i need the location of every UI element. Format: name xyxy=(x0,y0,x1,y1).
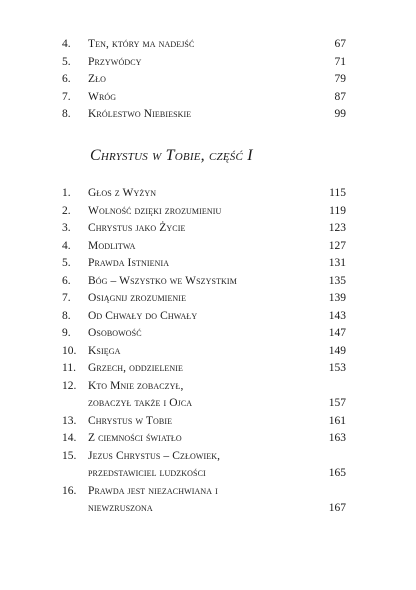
entry-number: 15. xyxy=(62,449,77,462)
toc-entry[interactable] xyxy=(62,54,346,72)
entry-page: 149 xyxy=(328,344,346,357)
toc-entry[interactable] xyxy=(62,89,346,107)
entry-number: 3. xyxy=(62,222,71,234)
entry-page: 153 xyxy=(328,362,346,374)
toc-section-list xyxy=(62,185,346,518)
entry-title: Z ciemności światło xyxy=(88,432,182,444)
toc-entry[interactable] xyxy=(62,238,346,256)
entry-number: 4. xyxy=(62,38,71,50)
entry-title: Głos z Wyżyn xyxy=(88,187,157,199)
entry-title: Od Chwały do Chwały xyxy=(88,309,198,322)
toc-entry[interactable] xyxy=(62,255,346,273)
toc-entry[interactable] xyxy=(62,273,346,291)
entry-number: 5. xyxy=(62,257,71,269)
entry-title: Bóg – Wszystko we Wszystkim xyxy=(88,274,237,287)
entry-number: 8. xyxy=(62,108,71,120)
entry-number: 12. xyxy=(62,379,77,392)
toc-entry[interactable] xyxy=(62,378,346,396)
entry-title: Wolność dzięki zrozumieniu xyxy=(88,204,222,217)
entry-title: Prawda jest niezachwiana i xyxy=(88,484,218,497)
entry-page: 67 xyxy=(334,38,346,50)
toc-continued-list xyxy=(62,36,346,124)
entry-number: 13. xyxy=(62,414,77,427)
entry-page: 99 xyxy=(334,108,346,120)
entry-number: 8. xyxy=(62,309,71,322)
entry-title: Księga xyxy=(88,344,121,357)
toc-entry[interactable] xyxy=(62,448,346,466)
entry-title: Osobowość xyxy=(88,327,142,339)
entry-title: Przywódcy xyxy=(88,55,142,68)
toc-entry[interactable] xyxy=(62,36,346,54)
entry-title: Chrystus w Tobie xyxy=(88,414,173,427)
entry-title: Kto Mnie zobaczył, xyxy=(88,379,184,392)
entry-number: 11. xyxy=(62,362,76,374)
toc-entry-continuation[interactable] xyxy=(62,500,346,518)
entry-title: Osiągnij zrozumienie xyxy=(88,292,187,304)
entry-page: 127 xyxy=(328,239,346,252)
entry-page: 143 xyxy=(328,309,346,322)
entry-number: 5. xyxy=(62,55,71,68)
toc-entry[interactable] xyxy=(62,71,346,89)
toc-entry[interactable] xyxy=(62,483,346,501)
entry-title: niewzruszona xyxy=(88,502,153,514)
toc-entry[interactable] xyxy=(62,430,346,448)
toc-entry[interactable] xyxy=(62,360,346,378)
entry-page: 167 xyxy=(328,502,346,514)
entry-title: zobaczył także i Ojca xyxy=(88,397,193,409)
entry-page: 115 xyxy=(329,187,346,199)
entry-page: 79 xyxy=(334,73,346,85)
toc-entry[interactable] xyxy=(62,290,346,308)
entry-number: 9. xyxy=(62,327,71,339)
entry-number: 2. xyxy=(62,204,71,217)
entry-title: Królestwo Niebieskie xyxy=(88,108,192,120)
entry-page: 139 xyxy=(328,292,346,304)
entry-title: przedstawiciel ludzkości xyxy=(88,467,206,479)
entry-number: 6. xyxy=(62,274,71,287)
entry-title: Zło xyxy=(88,73,106,85)
entry-page: 135 xyxy=(328,274,346,287)
section-heading: Chrystus w Tobie, część I xyxy=(90,147,253,164)
entry-page: 123 xyxy=(328,222,346,234)
entry-title: Jezus Chrystus – Człowiek, xyxy=(88,449,221,462)
entry-number: 16. xyxy=(62,484,77,497)
entry-number: 1. xyxy=(62,187,71,199)
entry-page: 119 xyxy=(329,204,346,217)
toc-entry-continuation[interactable] xyxy=(62,465,346,483)
entry-number: 7. xyxy=(62,90,71,103)
entry-page: 161 xyxy=(328,414,346,427)
toc-entry-continuation[interactable] xyxy=(62,395,346,413)
entry-number: 7. xyxy=(62,292,71,304)
entry-number: 6. xyxy=(62,73,71,85)
entry-title: Wróg xyxy=(88,90,117,103)
toc-entry[interactable] xyxy=(62,220,346,238)
entry-page: 87 xyxy=(334,90,346,103)
toc-entry[interactable] xyxy=(62,413,346,431)
toc-entry[interactable] xyxy=(62,203,346,221)
toc-entry[interactable] xyxy=(62,106,346,124)
entry-title: Prawda Istnienia xyxy=(88,257,170,269)
entry-number: 14. xyxy=(62,432,77,444)
toc-entry[interactable] xyxy=(62,185,346,203)
entry-page: 165 xyxy=(328,467,346,479)
entry-title: Ten, który ma nadejść xyxy=(88,38,195,50)
entry-number: 4. xyxy=(62,239,71,252)
toc-entry[interactable] xyxy=(62,308,346,326)
entry-page: 71 xyxy=(334,55,346,68)
entry-title: Chrystus jako Życie xyxy=(88,222,186,234)
toc-entry[interactable] xyxy=(62,325,346,343)
entry-number: 10. xyxy=(62,344,77,357)
entry-page: 131 xyxy=(328,257,346,269)
entry-title: Modlitwa xyxy=(88,239,136,252)
entry-page: 157 xyxy=(328,397,346,409)
toc-entry[interactable] xyxy=(62,343,346,361)
entry-page: 147 xyxy=(328,327,346,339)
entry-title: Grzech, oddzielenie xyxy=(88,362,184,374)
entry-page: 163 xyxy=(328,432,346,444)
